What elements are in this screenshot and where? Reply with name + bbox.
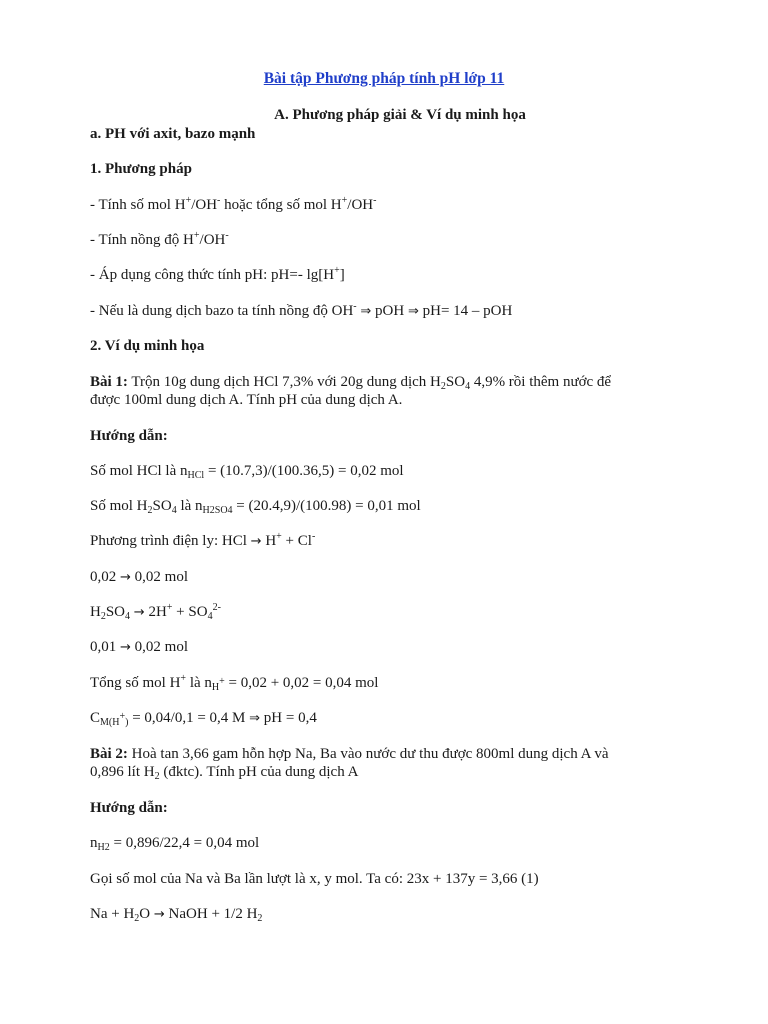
solution-1-step-5: $H_2SO_4 \to 2H^+ + SO_4^{2-}$ [90,602,221,622]
example-heading: 2. Ví dụ minh họa [90,338,205,354]
solution-1-step-1: Số mol HCl là $n_{HCl} = (10.7,3)/(100.36,5) = 0,02$ mol [90,463,404,481]
arrow-right-icon: → [133,605,145,620]
solution-1-step-3: Phương trình điện ly: HCl → H+ + Cl- [90,531,316,549]
method-step-3: - Áp dụng công thức tính pH: pH=- lg[H+] [90,265,345,283]
document-title: Bài tập Phương pháp tính pH lớp 11 [263,70,505,87]
guide-heading-1: Hướng dẫn: [90,428,168,444]
solution-1-step-8: $C_{M(H^+)} = 0,04/0,1 = 0,4$ M ⇒ pH = 0,4 [90,710,317,728]
implies-icon: ⇒ [360,304,372,319]
solution-2-step-2: Gọi số mol của Na và Ba lần lượt là x, y mol. Ta có: 23x + 137y = 3,66 (1) [90,871,539,887]
solution-1-step-2: Số mol $H_2SO_4$ là $n_{H2SO4} = (20.4,9)/(100.98) = 0,01$ mol [90,498,421,516]
arrow-right-icon: → [250,534,262,549]
method-step-4: - Nếu là dung dịch bazo ta tính nồng độ OH- ⇒ pOH ⇒ pH= 14 – pOH [90,301,513,319]
solution-2-step-1: $n_{H2} = 0,896/22,4 = 0,04$ mol [90,835,260,853]
guide-heading-2: Hướng dẫn: [90,800,168,816]
method-step-2: - Tính nồng độ H+/OH- [90,230,229,248]
solution-1-step-6: 0,01 → 0,02 mol [90,639,188,655]
implies-icon: ⇒ [407,304,419,319]
solution-1-step-7: Tổng số mol H+ là $n_{H^+} = 0,02 + 0,02 = 0,04$ mol [90,673,379,693]
subsection-a-heading: a. PH với axit, bazo mạnh [90,126,256,142]
method-step-1: - Tính số mol H+/OH- hoặc tổng số mol H+/OH- [90,195,377,213]
solution-2-step-3: $Na + H_2O$ → NaOH + 1/2 $H_2$ [90,906,263,924]
exercise-2-label: Bài 2: [90,746,128,762]
exercise-2-line-1: Bài 2: Hoà tan 3,66 gam hỗn hợp Na, Ba vào nước dư thu được 800ml dung dịch A và [90,746,609,762]
exercise-1-line-1: Bài 1: Trộn 10g dung dịch HCl 7,3% với 20g dung dịch $H_2SO_4$ 4,9% rồi thêm nước để [90,374,612,392]
exercise-2-line-2: 0,896 lít $H_2$ (đktc). Tính pH của dung dịch A [90,764,359,782]
arrow-right-icon: → [153,907,165,922]
arrow-right-icon: → [120,640,131,655]
section-a-heading: A. Phương pháp giải & Ví dụ minh họa [274,107,526,123]
arrow-right-icon: → [120,570,131,585]
exercise-1-line-2: được 100ml dung dịch A. Tính pH của dung dịch A. [90,392,403,408]
solution-1-step-4: 0,02 → 0,02 mol [90,569,188,585]
exercise-1-label: Bài 1: [90,374,128,390]
method-heading: 1. Phương pháp [90,161,192,177]
implies-icon: ⇒ [249,711,261,726]
